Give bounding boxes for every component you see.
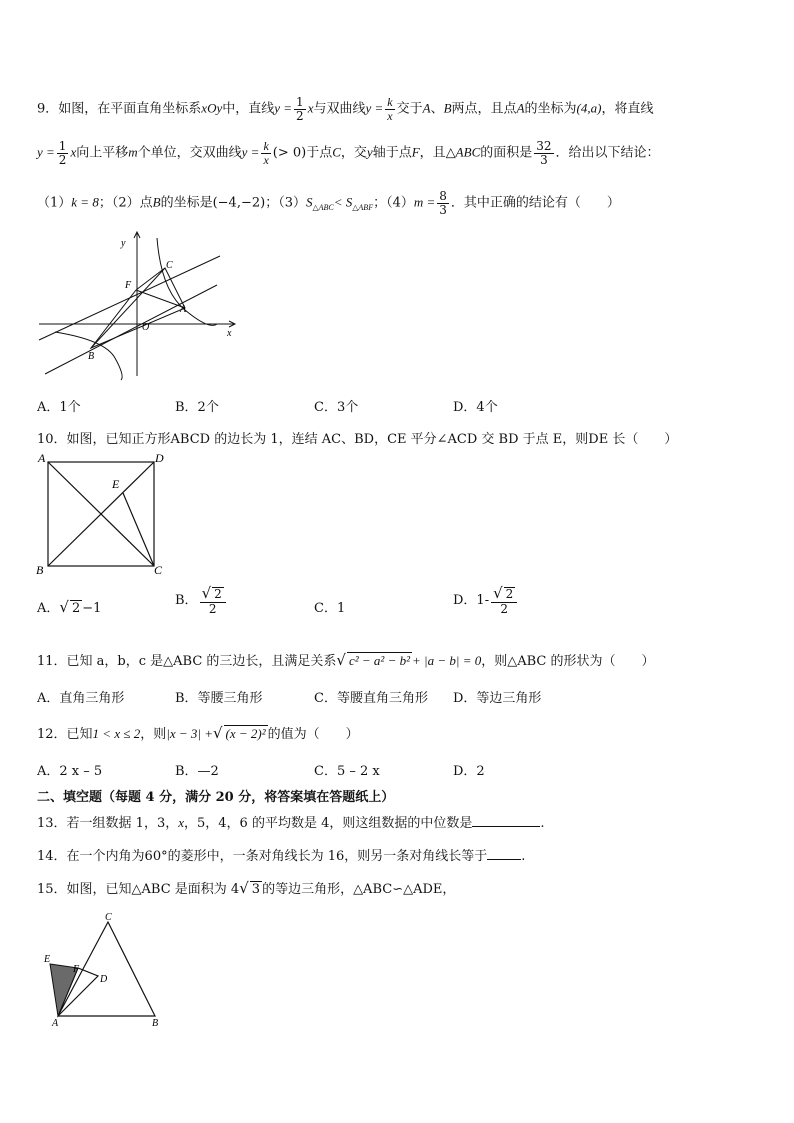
q11-text	[37, 650, 654, 669]
q9-math: (4,a)	[576, 100, 602, 116]
q13-math: x	[178, 815, 184, 830]
q9-text: ．给出以下结论：	[555, 145, 660, 161]
fig-label-o: O	[142, 322, 150, 333]
q11-option-c[interactable]: C．等腰直角三角形	[314, 691, 428, 706]
denominator: 2	[208, 601, 217, 616]
section-heading: 二、填空题（每题 4 分，满分 20 分，将答案填在答题纸上）	[37, 790, 395, 805]
fraction	[261, 140, 270, 166]
q9-text: ．其中正确的结论有（ ）	[450, 195, 620, 211]
q10-figure	[34, 448, 174, 578]
q10-text: 10．如图，已知正方形ABCD 的边长为 1，连结 AC、BD，CE 平分∠ACD 交 BD 于点 E，则DE 长（ ）	[37, 432, 678, 447]
triangle-abc-abf	[91, 268, 185, 348]
q9-math: k = 8	[71, 194, 99, 210]
q9-subscript: △ABF	[352, 203, 374, 213]
sqrt-symbol: √	[201, 584, 212, 602]
q9-math: m	[128, 144, 138, 160]
q10-option-b[interactable]	[175, 586, 228, 615]
q9-math: B	[443, 100, 452, 116]
q11-math: + |a − b| = 0	[412, 653, 482, 668]
fig-label-a: A	[52, 1018, 59, 1029]
q9-option-a[interactable]: A．1个	[37, 400, 81, 415]
q9-text: 的坐标为	[524, 101, 577, 117]
q12-option-b[interactable]: B．—2	[175, 764, 219, 779]
q14-stem: .	[521, 849, 526, 864]
q9-text: 两点，且点	[451, 101, 517, 117]
q9-math: A	[422, 100, 431, 116]
q9-math: y =	[274, 100, 293, 116]
q15-stem: 15．如图，已知△ABC 是面积为 4	[37, 882, 240, 897]
q12-stem: 的值为（ ）	[267, 727, 359, 742]
q9-text: 的面积是	[480, 145, 533, 161]
sqrt-symbol: √	[336, 651, 346, 669]
q12-stem: ，则	[140, 727, 167, 742]
q15-figure	[40, 910, 170, 1030]
answer-blank[interactable]	[487, 847, 521, 860]
q9-math: y	[366, 144, 373, 160]
q9-text: 交于	[396, 101, 423, 117]
fraction	[437, 190, 449, 216]
q15-text	[37, 878, 455, 897]
q9-text: 的坐标是	[160, 195, 213, 211]
q9-line3	[37, 190, 620, 216]
fig-label-a: A	[38, 451, 46, 465]
q11-stem: ，则△ABC 的形状为（ ）	[481, 654, 655, 669]
q9-text: ，交	[340, 145, 367, 161]
q13-stem: 13．若一组数据 1，3，	[37, 816, 179, 831]
q9-text: ；（4）	[373, 195, 414, 211]
q9-option-b[interactable]: B．2个	[175, 400, 219, 415]
denominator: x	[263, 152, 269, 167]
fraction	[491, 586, 517, 615]
q11-option-b[interactable]: B．等腰三角形	[175, 691, 263, 706]
fig-label-d: D	[155, 451, 164, 465]
option-letter: D．1-	[453, 593, 490, 609]
segment-ce	[123, 493, 154, 566]
q9-math: B	[152, 194, 161, 210]
sqrt-symbol: √	[239, 879, 249, 897]
fig-label-x: x	[227, 328, 232, 339]
fig-label-y: y	[121, 238, 126, 249]
denominator: 2	[500, 601, 509, 616]
radicand: 2	[214, 587, 222, 601]
q15-stem: 的等边三角形，△ABC∽△ADE，	[262, 882, 456, 897]
fig-label-b: B	[88, 351, 95, 362]
q9-math: < S	[333, 194, 353, 210]
q9-option-c[interactable]: C．3个	[314, 400, 359, 415]
radicand: 2	[505, 587, 514, 601]
q9-math: y =	[365, 100, 384, 116]
q14-stem: 的菱形中，一条对角线长为 16，则另一条对角线长等于	[167, 849, 488, 864]
fraction	[534, 140, 553, 166]
line-y-half-x	[45, 285, 217, 374]
fraction	[385, 96, 394, 122]
q9-text: ，将直线	[601, 101, 654, 117]
q9-text: 个单位，交双曲线	[137, 145, 242, 161]
radicand: 2	[71, 601, 81, 616]
denominator: 3	[540, 152, 548, 167]
option-text: −1	[82, 601, 102, 616]
fig-label-c: C	[166, 260, 173, 271]
numerator	[200, 586, 226, 603]
fig-label-e: E	[44, 954, 51, 965]
q9-text: ，且	[419, 145, 446, 161]
fig-label-f: F	[125, 280, 132, 291]
numerator: 1	[296, 95, 304, 109]
q9-text: 、	[430, 101, 444, 117]
q9-math: (−4,−2)	[212, 195, 266, 211]
sqrt-symbol: √	[59, 598, 69, 616]
fig-label-e: E	[112, 477, 120, 491]
q11-option-a[interactable]: A．直角三角形	[37, 691, 125, 706]
q14-math: 60°	[144, 849, 168, 864]
q13-stem: ，5，4，6 的平均数是 4，则这组数据的中位数是	[184, 816, 473, 831]
q9-math: x	[70, 144, 77, 160]
q9-math: A	[516, 100, 525, 116]
q9-math: C	[332, 144, 341, 160]
q12-option-d[interactable]: D．2	[453, 764, 485, 779]
option-letter: A．	[37, 601, 60, 616]
q9-text: （1）	[37, 195, 72, 211]
q9-number: 9．	[37, 101, 59, 117]
q13-stem: .	[540, 816, 545, 831]
q9-math: S	[305, 194, 313, 210]
q9-text: 如图，在平面直角坐标系	[58, 101, 202, 117]
fraction	[200, 586, 226, 615]
q14-stem: 14．在一个内角为	[37, 849, 145, 864]
radicand: c² − a² − b²	[348, 653, 410, 668]
q9-text: ；（3）	[265, 195, 306, 211]
numerator	[491, 586, 517, 603]
q9-subscript: △ABC	[312, 203, 334, 213]
denominator: 3	[439, 202, 447, 217]
fig-label-f: F	[73, 964, 80, 975]
radicand: (x − 2)²	[225, 726, 266, 741]
q9-option-d[interactable]: D．4个	[453, 400, 498, 415]
q9-math: F	[411, 144, 420, 160]
q12-stem: 12．已知	[37, 727, 93, 742]
fraction	[294, 96, 306, 122]
answer-blank[interactable]	[472, 814, 540, 827]
q11-stem: 11．已知 a，b，c 是△ABC 的三边长，且满足关系	[37, 654, 337, 669]
q10-option-c[interactable]: C．1	[314, 601, 346, 616]
q12-option-c[interactable]: C．5 – 2 x	[314, 764, 380, 779]
q9-math: △ABC	[445, 144, 481, 160]
fig-label-b: B	[152, 1018, 159, 1029]
q10-option-a[interactable]	[37, 597, 101, 616]
q9-text: 于点	[306, 145, 333, 161]
radicand: 3	[251, 882, 261, 897]
q9-text: 轴于点	[372, 145, 412, 161]
hyperbola-branch-right	[157, 238, 217, 325]
q11-option-d[interactable]: D．等边三角形	[453, 691, 542, 706]
fig-label-b: B	[36, 563, 44, 577]
numerator: 1	[58, 139, 67, 153]
fig-label-c: C	[154, 563, 163, 577]
q9-line2	[37, 140, 660, 166]
denominator: x	[387, 108, 393, 123]
fig-label-d: D	[100, 974, 108, 985]
q14-text	[37, 845, 525, 864]
fig-label-a: A	[180, 304, 187, 315]
numerator: 32	[536, 139, 552, 153]
q12-math: |x − 3| +	[166, 726, 213, 741]
sqrt-symbol: √	[212, 724, 223, 742]
q9-text: 向上平移	[76, 145, 129, 161]
q12-math: 1 < x ≤ 2	[92, 726, 141, 741]
numerator: k	[263, 139, 269, 153]
numerator: 8	[439, 189, 447, 203]
q9-text: 中，直线	[222, 101, 275, 117]
q9-math: x	[307, 100, 314, 116]
q9-math: y =	[241, 144, 260, 160]
numerator: k	[387, 95, 393, 109]
q10-option-d[interactable]	[453, 586, 519, 615]
denominator: 2	[296, 108, 304, 123]
q9-math: m =	[413, 194, 436, 210]
q9-math: y =	[37, 144, 55, 160]
q9-math: (> 0)	[272, 145, 307, 161]
fraction	[57, 140, 69, 166]
q9-text: 与双曲线	[313, 101, 366, 117]
q12-text	[37, 723, 359, 742]
fig-label-c: C	[105, 912, 112, 923]
q13-text	[37, 812, 545, 831]
q12-option-a[interactable]: A．2 x – 5	[37, 764, 103, 779]
q9-figure	[35, 228, 245, 388]
denominator: 2	[58, 152, 67, 167]
q9-text: ；（2）点	[98, 195, 153, 211]
q9-line1	[37, 96, 653, 122]
option-letter: B．	[175, 593, 198, 609]
q9-math: xOy	[201, 100, 223, 116]
sqrt-symbol: √	[493, 584, 503, 602]
